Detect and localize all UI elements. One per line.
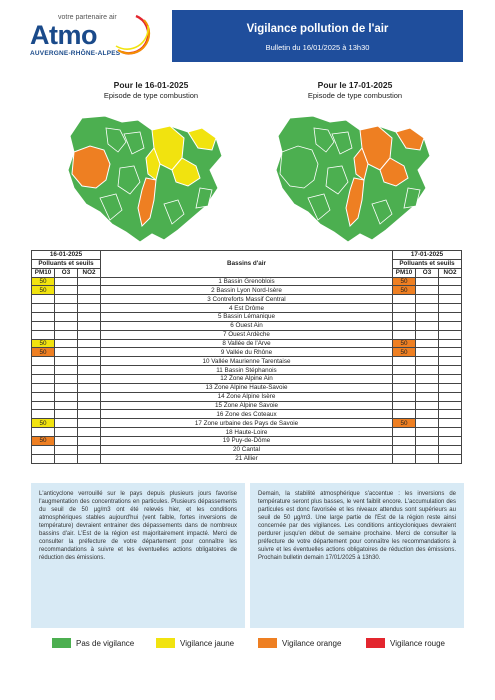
day1-level-cell (78, 375, 101, 384)
table-row (32, 383, 462, 392)
bassin-name: 1 Bassin Grenoblois (101, 277, 393, 286)
day1-level-cell: 50 (32, 277, 55, 286)
day2-level-cell (393, 357, 416, 366)
day2-level-cell (416, 410, 439, 419)
vigilance-table (31, 250, 462, 464)
day2-level-cell (416, 295, 439, 304)
day2-level-cell (416, 339, 439, 348)
day1-level-cell (32, 401, 55, 410)
day1-level-cell (78, 437, 101, 446)
day1-level-cell (32, 383, 55, 392)
day2-level-cell (439, 392, 462, 401)
day2-title: Pour le 17-01-2025 (317, 80, 393, 90)
day1-level-cell: 50 (32, 286, 55, 295)
bassin-name: 9 Vallée du Rhône (101, 348, 393, 357)
day1-level-cell (32, 304, 55, 313)
day1-level-cell (55, 419, 78, 428)
bassin-name: 13 Zone Alpine Haute-Savoie (101, 383, 393, 392)
day2-level-cell: 50 (393, 339, 416, 348)
legend-item-yellow (156, 637, 234, 649)
day1-level-cell: 50 (32, 419, 55, 428)
legend-item-green (52, 637, 134, 649)
legend-label: Vigilance rouge (390, 638, 446, 648)
logo-name: Atmo (30, 20, 97, 50)
bassin-name: 17 Zone urbaine des Pays de Savoie (101, 419, 393, 428)
bassin-name: 10 Vallée Maurienne Tarentaise (101, 357, 393, 366)
table-row (32, 321, 462, 330)
day2-level-cell (439, 410, 462, 419)
map-day2 (268, 108, 438, 248)
day1-level-cell (55, 339, 78, 348)
table-row (32, 313, 462, 322)
day1-level-cell (78, 392, 101, 401)
day2-level-cell (393, 410, 416, 419)
bulletin-date: Bulletin du 16/01/2025 à 13h30 (265, 43, 370, 52)
day1-level-cell (78, 410, 101, 419)
table-row (32, 339, 462, 348)
table-row (32, 401, 462, 410)
table-row (32, 419, 462, 428)
day1-level-cell (78, 445, 101, 454)
pollutant-no2: NO2 (78, 268, 101, 277)
legend-swatch (52, 638, 71, 648)
table-row (32, 445, 462, 454)
bassin-name: 16 Zone des Coteaux (101, 410, 393, 419)
day2-level-cell (439, 277, 462, 286)
day1-level-cell (78, 339, 101, 348)
day1-level-cell (55, 295, 78, 304)
day1-level-cell (55, 330, 78, 339)
day2-level-cell (393, 437, 416, 446)
day1-level-cell: 50 (32, 437, 55, 446)
legend-label: Vigilance orange (282, 638, 342, 648)
day2-level-cell (439, 286, 462, 295)
day1-level-cell (55, 445, 78, 454)
bassin-name: 12 Zone Alpine Ain (101, 375, 393, 384)
day2-level-cell (439, 366, 462, 375)
day2-level-cell: 50 (393, 286, 416, 295)
day2-level-cell (393, 428, 416, 437)
bassin-name: 20 Cantal (101, 445, 393, 454)
day1-level-cell (55, 348, 78, 357)
day2-level-cell (416, 348, 439, 357)
table-row (32, 348, 462, 357)
day1-level-cell (55, 277, 78, 286)
day2-level-cell (439, 348, 462, 357)
day1-level-cell (32, 330, 55, 339)
day1-level-cell (78, 419, 101, 428)
day1-level-cell (32, 313, 55, 322)
day2-level-cell (393, 366, 416, 375)
table-row (32, 392, 462, 401)
day2-level-cell: 50 (393, 348, 416, 357)
left-date-header: 16-01-2025 (32, 251, 101, 260)
day1-level-cell (55, 383, 78, 392)
table-row (32, 454, 462, 463)
legend-label: Pas de vigilance (76, 638, 135, 648)
day2-level-cell (416, 445, 439, 454)
day1-level-cell: 50 (32, 339, 55, 348)
bassin-name: 7 Ouest Ardèche (101, 330, 393, 339)
day1-header (76, 80, 226, 100)
legend-item-orange (258, 637, 341, 649)
day1-level-cell (78, 357, 101, 366)
day1-level-cell (78, 428, 101, 437)
table-row (32, 357, 462, 366)
day1-level-cell (55, 410, 78, 419)
day1-level-cell (55, 357, 78, 366)
day2-level-cell (416, 357, 439, 366)
day1-level-cell (32, 392, 55, 401)
bassins-header: Bassins d'air (101, 251, 393, 278)
day2-level-cell (393, 304, 416, 313)
day1-level-cell (32, 366, 55, 375)
bassin-name: 3 Contreforts Massif Central (101, 295, 393, 304)
day1-level-cell (32, 454, 55, 463)
day2-level-cell: 50 (393, 419, 416, 428)
page-title: Vigilance pollution de l'air (246, 23, 389, 35)
day1-level-cell (55, 454, 78, 463)
day1-level-cell (55, 392, 78, 401)
day2-level-cell (439, 304, 462, 313)
table-row (32, 286, 462, 295)
logo-region: AUVERGNE-RHÔNE-ALPES (30, 50, 121, 57)
day2-level-cell (439, 428, 462, 437)
day2-header (280, 80, 430, 100)
bassin-name: 18 Haute-Loire (101, 428, 393, 437)
day1-level-cell (32, 357, 55, 366)
day1-level-cell (32, 375, 55, 384)
pollutant-o3: O3 (55, 268, 78, 277)
day2-level-cell (439, 454, 462, 463)
day2-level-cell (416, 277, 439, 286)
table-row (32, 428, 462, 437)
day1-level-cell (78, 401, 101, 410)
day2-level-cell (416, 286, 439, 295)
day1-level-cell: 50 (32, 348, 55, 357)
table-row (32, 277, 462, 286)
day2-level-cell (393, 330, 416, 339)
bassin-name: 15 Zone Alpine Savoie (101, 401, 393, 410)
day1-level-cell (32, 410, 55, 419)
day1-level-cell (78, 454, 101, 463)
legend-swatch (156, 638, 175, 648)
day1-level-cell (32, 295, 55, 304)
day2-level-cell (439, 295, 462, 304)
day2-level-cell (393, 392, 416, 401)
table-row (32, 330, 462, 339)
right-date-header: 17-01-2025 (393, 251, 462, 260)
bassin-name: 14 Zone Alpine Isère (101, 392, 393, 401)
bassin-name: 11 Bassin Stéphanois (101, 366, 393, 375)
day2-level-cell (439, 330, 462, 339)
table-row (32, 295, 462, 304)
day2-level-cell (439, 401, 462, 410)
day2-level-cell (416, 321, 439, 330)
day2-level-cell (416, 330, 439, 339)
day1-level-cell (78, 295, 101, 304)
day2-level-cell (393, 313, 416, 322)
day1-level-cell (55, 437, 78, 446)
header-banner (172, 10, 463, 62)
day1-level-cell (78, 286, 101, 295)
right-polluants-header: Polluants et seuils (393, 259, 462, 268)
day2-level-cell (416, 313, 439, 322)
bassin-name: 21 Allier (101, 454, 393, 463)
legend-item-red (366, 637, 445, 649)
day1-episode: Episode de type combustion (103, 91, 199, 100)
legend-swatch (258, 638, 277, 648)
bassin-name: 19 Puy-de-Dôme (101, 437, 393, 446)
day1-title: Pour le 16-01-2025 (113, 80, 189, 90)
map-day1 (60, 108, 230, 248)
day2-level-cell (439, 339, 462, 348)
day2-level-cell (416, 401, 439, 410)
day1-level-cell (78, 330, 101, 339)
pollutant-o3: O3 (416, 268, 439, 277)
day1-level-cell (55, 375, 78, 384)
day2-level-cell (439, 383, 462, 392)
day2-level-cell (416, 392, 439, 401)
day1-level-cell (55, 286, 78, 295)
day2-level-cell (439, 445, 462, 454)
day1-level-cell (55, 321, 78, 330)
table-row (32, 375, 462, 384)
atmo-logo (28, 10, 148, 60)
day1-level-cell (78, 277, 101, 286)
day2-level-cell (439, 437, 462, 446)
bassin-name: 8 Vallée de l'Arve (101, 339, 393, 348)
table-row (32, 304, 462, 313)
day1-level-cell (78, 321, 101, 330)
day2-level-cell (439, 375, 462, 384)
day1-level-cell (55, 313, 78, 322)
day2-level-cell (439, 357, 462, 366)
logo-arc-icon (114, 12, 154, 56)
day1-level-cell (55, 304, 78, 313)
day2-level-cell (393, 383, 416, 392)
day2-level-cell (393, 445, 416, 454)
day2-level-cell (439, 313, 462, 322)
day2-level-cell (416, 366, 439, 375)
left-polluants-header: Polluants et seuils (32, 259, 101, 268)
legend-swatch (366, 638, 385, 648)
day1-level-cell (32, 428, 55, 437)
day2-level-cell: 50 (393, 277, 416, 286)
pollutant-pm10: PM10 (32, 268, 55, 277)
day2-level-cell (439, 419, 462, 428)
day1-level-cell (78, 383, 101, 392)
day2-episode: Episode de type combustion (307, 91, 403, 100)
pollutant-pm10: PM10 (393, 268, 416, 277)
day1-level-cell (78, 366, 101, 375)
table-row (32, 437, 462, 446)
logo-tagline: votre partenaire air (58, 14, 117, 21)
bassin-name: 5 Bassin Lémanique (101, 313, 393, 322)
day2-level-cell (416, 419, 439, 428)
day1-level-cell (78, 304, 101, 313)
day1-level-cell (78, 313, 101, 322)
day1-level-cell (55, 401, 78, 410)
bassin-name: 2 Bassin Lyon Nord-Isère (101, 286, 393, 295)
day1-level-cell (55, 366, 78, 375)
day1-level-cell (78, 348, 101, 357)
day2-level-cell (416, 428, 439, 437)
comment-day1: L'anticyclone verrouillé sur le pays depuis plusieurs jours favorise l'augmentation des concentrations en particules. Plusieurs dépassements du seuil de 50 µg/m3 ont été relevés hier, et les conditions atmosphériques stables aujourd'hui (vent faible, fortes inversions de température) devraient entrainer des dépassements dans de nombreux bassins d'air. L'Est de la région est majoritairement impacté. Merci de consulter la préfecture de votre département pour connaître les recommandations à suivre et les éventuelles actions obligatoires de réduction des émissions. (31, 483, 245, 628)
day2-level-cell (393, 454, 416, 463)
day1-level-cell (55, 428, 78, 437)
day2-level-cell (393, 375, 416, 384)
day2-level-cell (416, 437, 439, 446)
day2-level-cell (416, 304, 439, 313)
day2-level-cell (416, 383, 439, 392)
day2-level-cell (393, 401, 416, 410)
day2-level-cell (416, 375, 439, 384)
pollutant-no2: NO2 (439, 268, 462, 277)
day2-level-cell (439, 321, 462, 330)
comment-day2: Demain, la stabilité atmosphérique s'accentue : les inversions de température seront plus basses, le vent faiblit encore. L'accumulation des particules est donc favorisée et les niveaux attendus sont supérieurs au seuil de 50 µg/m3. Une large partie de l'Est de la région reste ainsi concernée par des vigilances. Les conditions anticycloniques devraient perdurer jusqu'en début de semaine prochaine. Merci de consulter la préfecture de votre département pour connaître les recommandations à suivre et les éventuelles actions obligatoires de réduction des émissions. Prochain bulletin demain 17/01/2025 à 13h30. (250, 483, 464, 628)
day2-level-cell (416, 454, 439, 463)
table-row (32, 410, 462, 419)
day2-level-cell (393, 321, 416, 330)
legend-label: Vigilance jaune (180, 638, 235, 648)
day1-level-cell (32, 321, 55, 330)
day2-level-cell (393, 295, 416, 304)
day1-level-cell (32, 445, 55, 454)
table-row (32, 366, 462, 375)
bassin-name: 4 Est Drôme (101, 304, 393, 313)
bassin-name: 6 Ouest Ain (101, 321, 393, 330)
